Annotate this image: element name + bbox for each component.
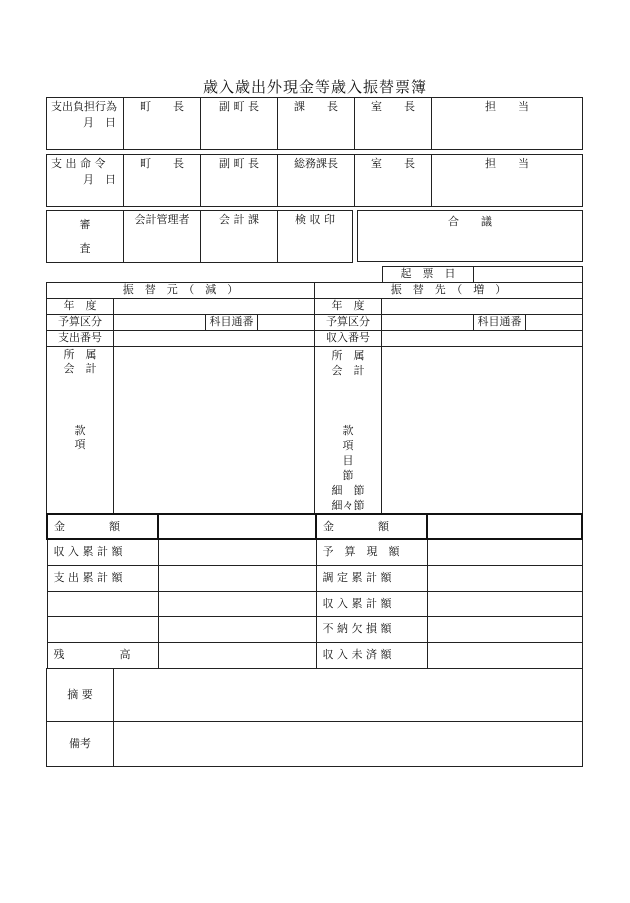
approval1-col-3[interactable]: 課 長 (278, 98, 355, 150)
approval2-row-label: 支 出 命 令 月 日 (47, 155, 124, 207)
approval1-row-label: 支出負担行為 月 日 (47, 98, 124, 150)
to-yosan-label: 予算区分 (315, 315, 382, 331)
right-amount-value-3[interactable] (427, 591, 582, 616)
to-kamoku-label: 科目通番 (474, 315, 526, 331)
approval2-col-3[interactable]: 総務課長 (278, 155, 355, 207)
kihyou-label: 起 票 日 (383, 267, 474, 283)
right-amount-label-3: 収 入 累 計 額 (316, 591, 427, 616)
remarks-table (46, 668, 583, 767)
to-account-value[interactable] (382, 347, 583, 514)
approval2-col-5[interactable]: 担 当 (432, 155, 583, 207)
to-yosan-value[interactable] (382, 315, 474, 331)
approval1-col-4[interactable]: 室 長 (355, 98, 432, 150)
left-amount-label-2: 支 出 累 計 額 (47, 565, 158, 591)
left-amount-label-4 (47, 616, 158, 642)
audit-table (46, 210, 353, 263)
kihyou-value[interactable] (474, 267, 583, 283)
left-amount-value-3[interactable] (158, 591, 316, 616)
from-bango-value[interactable] (114, 331, 315, 347)
from-yosan-label: 予算区分 (47, 315, 114, 331)
left-amount-value-1[interactable] (158, 539, 316, 565)
left-amount-label-1: 収 入 累 計 額 (47, 539, 158, 565)
to-kamoku-value[interactable] (526, 315, 583, 331)
right-amount-label-4: 不 納 欠 損 額 (316, 616, 427, 642)
audit-label: 審 査 (47, 211, 124, 263)
approval2-col-1[interactable]: 町 長 (124, 155, 201, 207)
approval2-col-2[interactable]: 副 町 長 (201, 155, 278, 207)
approval1-col-2[interactable]: 副 町 長 (201, 98, 278, 150)
left-amount-label-5: 残 高 (47, 642, 158, 668)
tekiyo-label: 摘 要 (47, 669, 114, 722)
from-header: 振 替 元 （ 減 ） (47, 283, 315, 299)
left-amount-label-3 (47, 591, 158, 616)
audit-col-2[interactable]: 会 計 課 (201, 211, 278, 263)
from-kamoku-value[interactable] (258, 315, 315, 331)
approval2-col-4[interactable]: 室 長 (355, 155, 432, 207)
left-amount-value-4[interactable] (158, 616, 316, 642)
audit-col-3[interactable]: 検 収 印 (278, 211, 353, 263)
left-amount-label-0: 金 額 (47, 514, 158, 539)
to-account-labels: 所 属 会 計 款 項 目 節 細 節 細々節 (315, 347, 382, 514)
amounts-table (46, 513, 583, 669)
left-amount-value-0[interactable] (158, 514, 316, 539)
right-amount-label-2: 調 定 累 計 額 (316, 565, 427, 591)
approval-table-2 (46, 154, 583, 207)
to-bango-value[interactable] (382, 331, 583, 347)
to-header: 振 替 先 （ 増 ） (315, 283, 583, 299)
form-title: 歳入歳出外現金等歳入振替票簿 (202, 78, 427, 96)
right-amount-value-2[interactable] (427, 565, 582, 591)
to-nendo-label: 年 度 (315, 299, 382, 315)
left-amount-value-5[interactable] (158, 642, 316, 668)
left-amount-value-2[interactable] (158, 565, 316, 591)
audit-col-1[interactable]: 会計管理者 (124, 211, 201, 263)
from-yosan-value[interactable] (114, 315, 206, 331)
approval1-col-5[interactable]: 担 当 (432, 98, 583, 150)
right-amount-label-1: 予 算 現 額 (316, 539, 427, 565)
from-account-labels: 所 属 会 計 款 項 (47, 347, 114, 514)
right-amount-label-5: 収 入 未 済 額 (316, 642, 427, 668)
right-amount-label-0: 金 額 (316, 514, 427, 539)
transfer-table (46, 282, 583, 514)
right-amount-value-1[interactable] (427, 539, 582, 565)
right-amount-value-5[interactable] (427, 642, 582, 668)
kihyou-table (382, 266, 583, 283)
from-account-value[interactable] (114, 347, 315, 514)
from-kamoku-label: 科目通番 (206, 315, 258, 331)
right-amount-value-4[interactable] (427, 616, 582, 642)
to-bango-label: 収入番号 (315, 331, 382, 347)
from-bango-label: 支出番号 (47, 331, 114, 347)
approval-table-1 (46, 97, 583, 150)
biko-value[interactable] (114, 722, 583, 767)
biko-label: 備考 (47, 722, 114, 767)
to-nendo-value[interactable] (382, 299, 583, 315)
approval1-col-1[interactable]: 町 長 (124, 98, 201, 150)
gougi-box[interactable]: 合 議 (357, 210, 583, 262)
tekiyo-value[interactable] (114, 669, 583, 722)
right-amount-value-0[interactable] (427, 514, 582, 539)
from-nendo-value[interactable] (114, 299, 315, 315)
from-nendo-label: 年 度 (47, 299, 114, 315)
